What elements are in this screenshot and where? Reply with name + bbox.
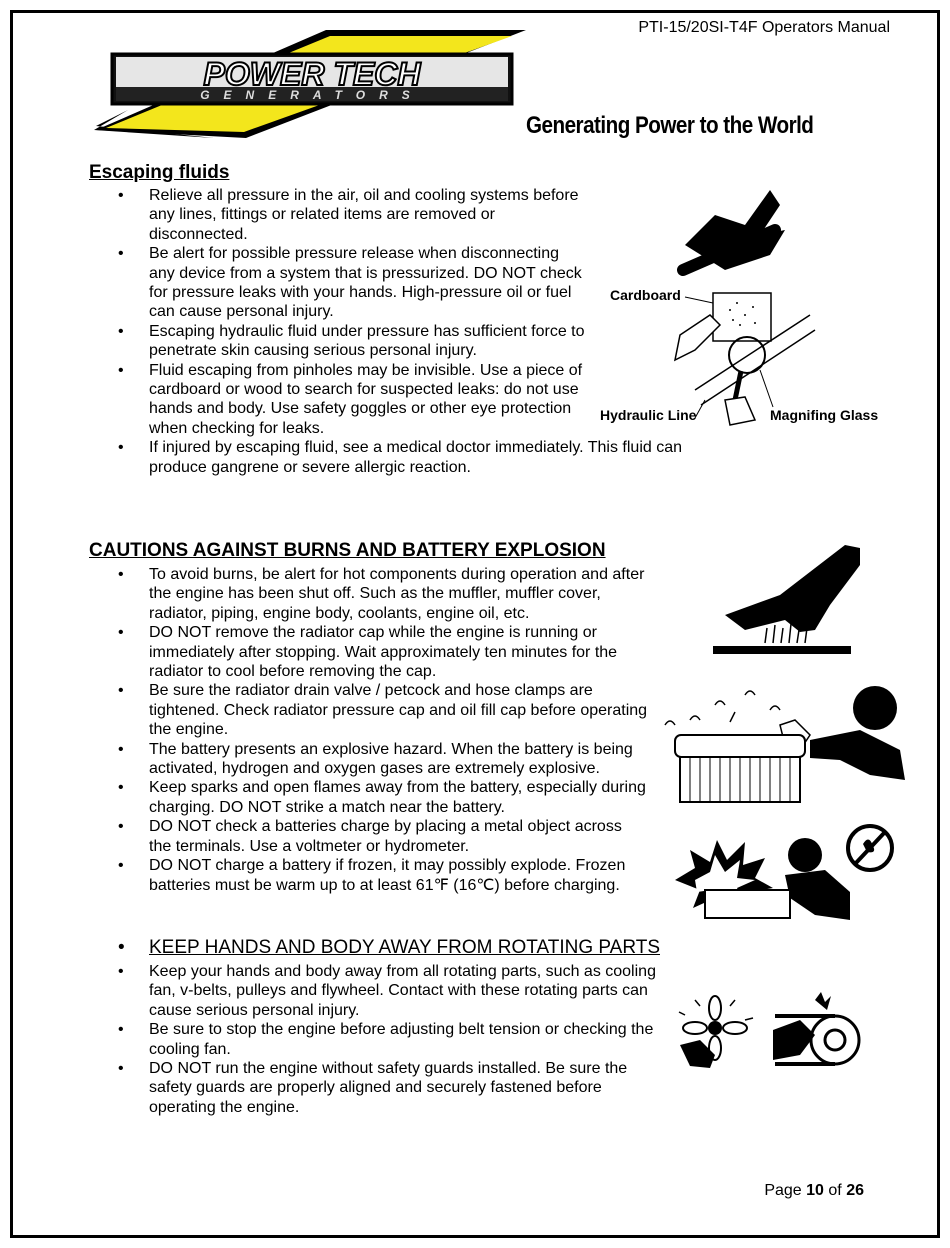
list-item: • Keep sparks and open flames away from the battery, especially during charging. DO NOT strike a match near the battery. [118,778,648,817]
list-item: • If injured by escaping fluid, see a medical doctor immediately. This fluid can produce gangrene or severe allergic reaction. [118,438,729,477]
section-title-rotating-parts-text: KEEP HANDS AND BODY AWAY FROM ROTATING PARTS [149,937,660,958]
list-item: • DO NOT charge a battery if frozen, it may possibly explode. Frozen batteries must be warm up to at least 61℉ (16℃) before charging. [118,856,648,895]
radiator-burn-illustration [660,680,910,810]
page-of: of [828,1182,842,1199]
label-hydraulic-line: Hydraulic Line [600,407,697,423]
tagline: Generating Power to the World [526,112,814,139]
page-label: Page [764,1182,802,1199]
list-item: • Be sure to stop the engine before adjusting belt tension or checking the cooling fan. [118,1020,658,1059]
list-item: • Escaping hydraulic fluid under pressure has sufficient force to penetrate skin causing serious personal injury. [118,322,588,361]
list-item: • Relieve all pressure in the air, oil and cooling systems before any lines, fittings or related items are removed or disconnected. [118,186,588,244]
rotating-list [118,962,658,1117]
list-item: • Be sure the radiator drain valve / petcock and hose clamps are tightened. Check radiator pressure cap and oil fill cap before operating the engine. [118,681,648,739]
list-item: • DO NOT check a batteries charge by placing a metal object across the terminals. Use a voltmeter or hydrometer. [118,817,648,856]
label-cardboard: Cardboard [610,287,681,303]
battery-explosion-illustration [675,820,915,925]
hydraulic-leak-illustration [595,175,890,440]
list-item: • Keep your hands and body away from all rotating parts, such as cooling fan, v-belts, pulleys and flywheel. Contact with these rotating parts can cause serious personal injury. [118,962,658,1020]
hot-surface-illustration [705,540,865,660]
list-item: • Fluid escaping from pinholes may be invisible. Use a piece of cardboard or wood to search for suspected leaks: do not use hands and body. Use safety goggles or other eye protection when checking for leaks. [118,361,588,439]
page-total: 26 [846,1182,864,1199]
section-title-rotating-parts [118,937,660,959]
label-magnifying-glass: Magnifing Glass [770,407,879,423]
power-tech-logo [94,26,526,138]
section-title-burns-battery: CAUTIONS AGAINST BURNS AND BATTERY EXPLOSION [89,540,606,561]
section-title-escaping-fluids: Escaping fluids [89,162,230,183]
list-item: • DO NOT remove the radiator cap while the engine is running or immediately after stopping. Wait approximately ten minutes for the radiator to cool before removing the cap. [118,623,648,681]
bullet: • [118,937,125,958]
list-item: • Be alert for possible pressure release when disconnecting any device from a system that is pressurized. DO NOT check for pressure leaks with your hands. High-pressure oil or fuel can cause personal injury. [118,244,588,322]
document-id: PTI-15/20SI-T4F Operators Manual [638,19,890,36]
list-item: • To avoid burns, be alert for hot components during operation and after the engine has been shut off. Such as the muffler, muffler cover, radiator, piping, engine body, coolants, engine oil, etc. [118,565,648,623]
list-item: • DO NOT run the engine without safety guards installed. Be sure the safety guards are properly aligned and securely fastened before operating the engine. [118,1059,658,1117]
page-number [640,1182,864,1200]
list-item: • The battery presents an explosive hazard. When the battery is being activated, hydrogen and oxygen gases are extremely explosive. [118,740,648,779]
logo-text-bottom: GENERATORS [200,88,424,102]
logo-text-top: POWER TECH [203,56,421,92]
burns-list [118,565,648,895]
page-current: 10 [806,1182,824,1199]
rotating-parts-illustration [675,990,870,1070]
